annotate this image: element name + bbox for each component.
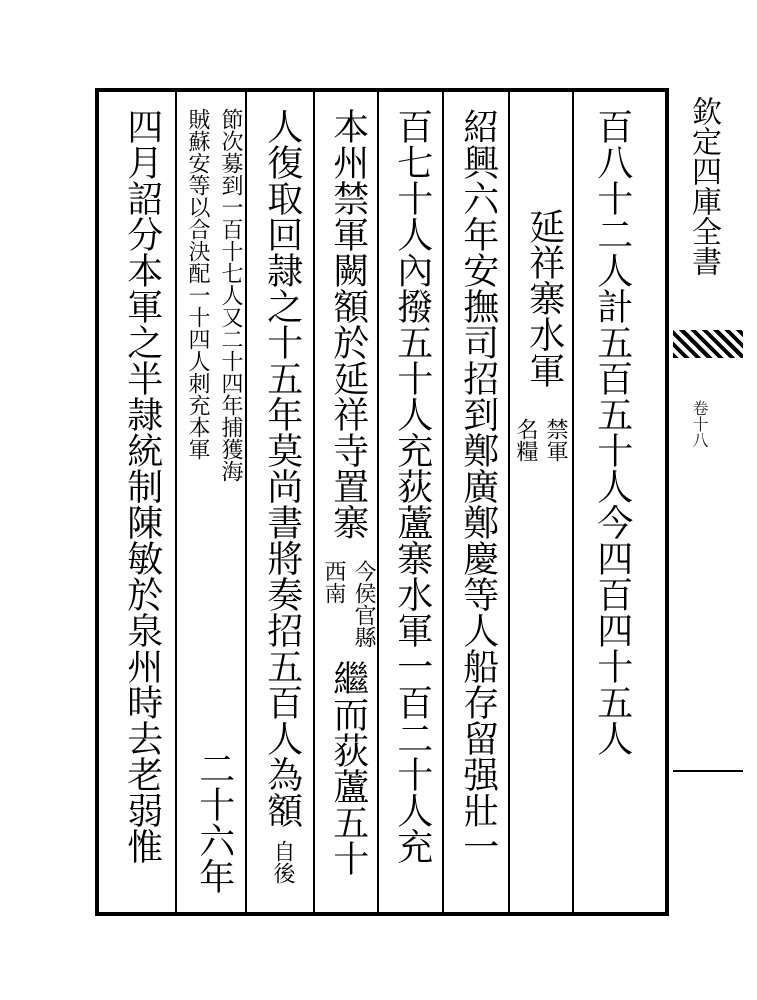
text-column-7a: [215, 108, 245, 482]
column-text: 四月詔分本軍之半隷統制陳敏於泉州時去老弱惟: [121, 108, 163, 864]
column-text: 繼而荻蘆五十: [327, 660, 369, 876]
annotation-note: [510, 418, 570, 478]
column-text: 本州禁軍闕額於延祥寺置寨: [327, 108, 369, 540]
text-column-4: [382, 108, 442, 864]
text-column-3: [448, 108, 508, 864]
note-text: 今侯官縣西南: [321, 560, 376, 648]
column-rule: [572, 92, 574, 912]
column-rule: [175, 92, 177, 912]
text-column-5: [318, 108, 378, 540]
note-text: 自後: [270, 840, 295, 884]
text-column-5-tail: [318, 660, 378, 876]
fishtail-mark: [673, 330, 743, 358]
column-text: 賊蘇安等以合決配一十四人刺充本軍: [185, 108, 210, 460]
margin-volume-text: 卷十八: [690, 400, 709, 448]
text-column-8: [112, 108, 172, 864]
text-column-7-tail: [186, 750, 242, 894]
text-column-2: [516, 208, 572, 388]
note-text: 禁軍名糧: [513, 418, 568, 462]
column-rule: [442, 92, 444, 912]
column-rule: [245, 92, 247, 912]
margin-title-text: 欽定四庫全書: [686, 96, 721, 276]
annotation-note: [318, 560, 378, 650]
text-column-6: [252, 108, 312, 828]
column-text: 延祥寨水軍: [523, 208, 565, 388]
margin-volume: [690, 400, 708, 448]
column-rule: [508, 92, 510, 912]
column-text: 紹興六年安撫司招到鄭廣鄭慶等人船存留强壯一: [457, 108, 499, 864]
column-text: 人復取回隷之十五年莫尚書將奏招五百人為額: [261, 108, 303, 828]
column-text: 百七十人內撥五十人充荻蘆寨水軍一百二十人充: [391, 108, 433, 864]
column-text: 百八十二人計五百五十人今四百四十五人: [591, 108, 633, 756]
column-text: 二十六年: [193, 750, 235, 894]
margin-divider: [673, 770, 743, 772]
margin-title: [686, 96, 721, 276]
column-rule: [313, 92, 315, 912]
text-column-1: [582, 108, 642, 756]
annotation-note: [252, 840, 312, 900]
text-column-7b: [182, 108, 212, 460]
column-text: 節次募到一百十七人又二十四年捕獲海: [218, 108, 243, 482]
